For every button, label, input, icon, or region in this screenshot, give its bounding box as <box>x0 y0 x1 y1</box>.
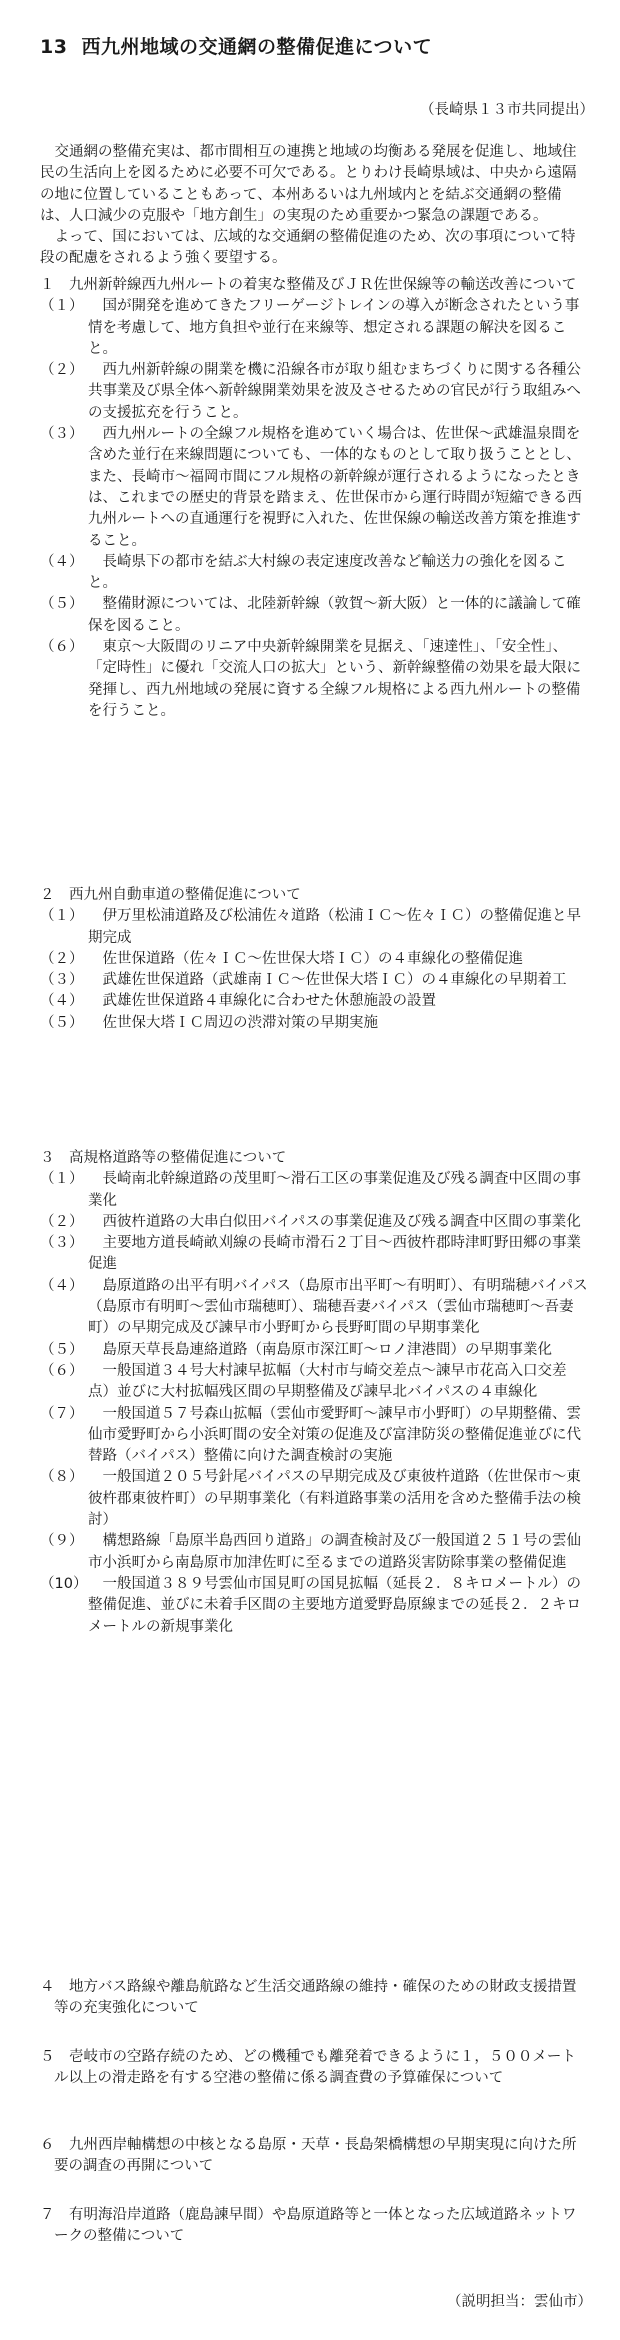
item-text: 長崎県下の都市を結ぶ大村線の表定速度改善など輸送力の強化を図ること。 <box>88 553 567 592</box>
list-item <box>40 296 588 360</box>
item-text: 武雄佐世保道路（武雄南ＩＣ〜佐世保大塔ＩＣ）の４車線化の早期着工 <box>88 972 567 989</box>
list-item <box>40 1013 588 1034</box>
section-5 <box>40 2047 588 2090</box>
item-mark: （８） <box>40 1469 84 1486</box>
item-text: 長崎南北幹線道路の茂里町〜滑石工区の事業促進及び残る調査中区間の事業化 <box>88 1171 581 1209</box>
item-text: 主要地方道長崎畝刈線の長崎市滑石２丁目〜西彼杵郡時津町野田郷の事業促進 <box>88 1235 581 1273</box>
item-mark: （１） <box>40 908 84 925</box>
item-mark: （３） <box>40 426 84 443</box>
item-mark: （４） <box>40 553 84 570</box>
item-mark: （１） <box>40 298 84 315</box>
section-7 <box>40 2205 588 2248</box>
item-mark: （４） <box>40 993 84 1010</box>
item-mark: （３） <box>40 972 84 989</box>
intro-paragraph: よって、国においては、広域的な交通網の整備促進のため、次の事項について特段の配慮をされるよう強く要望する。 <box>40 229 576 267</box>
list-item <box>40 906 588 949</box>
item-mark: （５） <box>40 596 84 613</box>
item-text: 一般国道３８９号雲仙市国見町の国見拡幅（延長２．８キロメートル）の整備促進、並びに未着手区間の主要地方道愛野島原線までの延長２．２キロメートルの新規事業化 <box>88 1575 581 1635</box>
item-text: 島原天草長島連絡道路（南島原市深江町〜ロノ津港間）の早期事業化 <box>88 1341 552 1358</box>
section-4 <box>40 1977 588 2020</box>
item-text: 整備財源については、北陸新幹線（敦賀〜新大阪）と一体的に議論して確保を図ること。 <box>88 596 581 634</box>
list-item <box>40 424 588 552</box>
section-heading: １ 九州新幹線西九州ルートの着実な整備及びＪＲ佐世保線等の輸送改善について <box>40 277 577 293</box>
item-text: 佐世保道路（佐々ＩＣ〜佐世保大塔ＩＣ）の４車線化の整備促進 <box>88 950 523 967</box>
list-item <box>40 552 588 595</box>
item-text: 島原道路の出平有明バイパス（島原市出平町〜有明町）、有明瑞穂バイパス（島原市有明町〜雲仙市瑞穂町）、瑞穂吾妻バイパス（雲仙市瑞穂町〜吾妻町）の早期完成及び諫早市小野町から長野町間の早期事業化 <box>88 1277 588 1337</box>
title-text: 西九州地域の交通網の整備促進について <box>81 36 433 58</box>
item-text: 武雄佐世保道路４車線化に合わせた休憩施設の設置 <box>88 993 436 1010</box>
section-heading: ４ 地方バス路線や離島航路など生活交通路線の維持・確保のための財政支援措置等の充実強化について <box>40 1979 577 2017</box>
item-mark: （９） <box>40 1533 84 1550</box>
item-mark: （５） <box>40 1341 84 1358</box>
item-text: 一般国道２０５号針尾バイパスの早期完成及び東彼杵道路（佐世保市〜東彼杵郡東彼杵町）の早期事業化（有料道路事業の活用を含めた整備手法の検討） <box>88 1469 581 1529</box>
section-6 <box>40 2135 588 2178</box>
item-text: 伊万里松浦道路及び松浦佐々道路（松浦ＩＣ〜佐々ＩＣ）の整備促進と早期完成 <box>88 908 581 946</box>
page-title <box>40 32 432 59</box>
item-text: 西彼杵道路の大串白似田バイパスの事業促進及び残る調査中区間の事業化 <box>88 1213 581 1230</box>
list-item <box>40 1276 588 1340</box>
list-item <box>40 949 588 970</box>
list-item <box>40 970 588 991</box>
intro-paragraph: 交通網の整備充実は、都市間相互の連携と地域の均衡ある発展を促進し、地域住民の生活向上を図るために必要不可欠である。とりわけ長崎県域は、中央から遠隔の地に位置していることもあって、本州あるいは九州域内とを結ぶ交通網の整備は、人口減少の克服や「地方創生」の実現のため重要かつ緊急の課題である。 <box>40 144 577 224</box>
item-mark: （６） <box>40 639 84 656</box>
list-item <box>40 637 588 722</box>
list-item <box>40 1169 588 1212</box>
item-text: 構想路線「島原半島西回り道路」の調査検討及び一般国道２５１号の雲仙市小浜町から南島原市加津佐町に至るまでの道路災害防除事業の整備促進 <box>88 1533 581 1571</box>
item-mark: （２） <box>40 362 84 379</box>
section-3 <box>40 1148 588 1638</box>
list-item <box>40 1233 588 1276</box>
item-text: 一般国道５７号森山拡幅（雲仙市愛野町〜諫早市小野町）の早期整備、雲仙市愛野町から小浜町間の安全対策の促進及び富津防災の整備促進並びに代替路（バイパス）整備に向けた調査検討の実施 <box>88 1405 581 1465</box>
list-item <box>40 1531 588 1574</box>
section-heading: ２ 西九州自動車道の整備促進について <box>40 887 301 903</box>
list-item <box>40 991 588 1012</box>
item-text: 東京〜大阪間のリニア中央新幹線開業を見据え、「速達性」、「安全性」、「定時性」に優れ「交流人口の拡大」という、新幹線整備の効果を最大限に発揮し、西九州地域の発展に資する全線フル規格による西九州ルートの整備を行うこと。 <box>88 639 581 719</box>
section-heading: ５ 壱岐市の空路存続のため、どの機種でも離発着できるように１，５００メートル以上の滑走路を有する空港の整備に係る調査費の予算確保について <box>40 2049 576 2087</box>
intro-paragraphs <box>40 142 588 270</box>
item-mark: （７） <box>40 1405 84 1422</box>
list-item <box>40 1404 588 1468</box>
item-text: 西九州新幹線の開業を機に沿線各市が取り組むまちづくりに関する各種公共事業及び県全体へ新幹線開業効果を波及させるための官民が行う取組みへの支援拡充を行うこと。 <box>88 362 581 421</box>
section-heading: ７ 有明海沿岸道路（鹿島諫早間）や島原道路等と一体となった広域道路ネットワークの整備について <box>40 2207 577 2245</box>
list-item <box>40 1574 588 1638</box>
item-mark: （10） <box>40 1575 88 1592</box>
item-mark: （６） <box>40 1362 84 1379</box>
title-number: 13 <box>40 36 68 58</box>
item-mark: （２） <box>40 950 84 967</box>
list-item <box>40 1340 588 1361</box>
list-item <box>40 1361 588 1404</box>
submitter-note: （長崎県１３市共同提出） <box>420 102 594 118</box>
item-text: 一般国道３４号大村諫早拡幅（大村市与崎交差点〜諫早市花高入口交差点）並びに大村拡幅残区間の早期整備及び諫早北バイパスの４車線化 <box>88 1362 567 1401</box>
section-2 <box>40 885 588 1034</box>
list-item <box>40 1212 588 1233</box>
item-mark: （４） <box>40 1277 84 1294</box>
section-heading: ６ 九州西岸軸構想の中核となる島原・天草・長島架橋構想の早期実現に向けた所要の調査の再開について <box>40 2137 577 2175</box>
item-text: 国が開発を進めてきたフリーゲージトレインの導入が断念されたという事情を考慮して、地方負担や並行在来線等、想定される課題の解決を図ること。 <box>88 298 580 357</box>
item-mark: （３） <box>40 1235 84 1252</box>
list-item <box>40 594 588 637</box>
item-mark: （２） <box>40 1213 84 1230</box>
list-item <box>40 360 588 424</box>
footer-note: （説明担当：雲仙市） <box>447 2294 592 2310</box>
section-heading: ３ 高規格道路等の整備促進について <box>40 1150 287 1166</box>
item-text: 佐世保大塔ＩＣ周辺の渋滞対策の早期実施 <box>88 1014 378 1031</box>
item-mark: （１） <box>40 1171 84 1188</box>
item-mark: （５） <box>40 1014 84 1031</box>
list-item <box>40 1467 588 1531</box>
section-1 <box>40 275 588 722</box>
item-text: 西九州ルートの全線フル規格を進めていく場合は、佐世保〜武雄温泉間を含めた並行在来線問題についても、一体的なものとして取り扱うこととし、また、長崎市〜福岡市間にフル規格の新幹線が運行されるようになったときは、これまでの歴史的背景を踏まえ、佐世保市から運行時間が短縮できる西九州ルートへの直通運行を視野に入れた、佐世保線の輸送改善方策を推進すること。 <box>88 426 582 549</box>
